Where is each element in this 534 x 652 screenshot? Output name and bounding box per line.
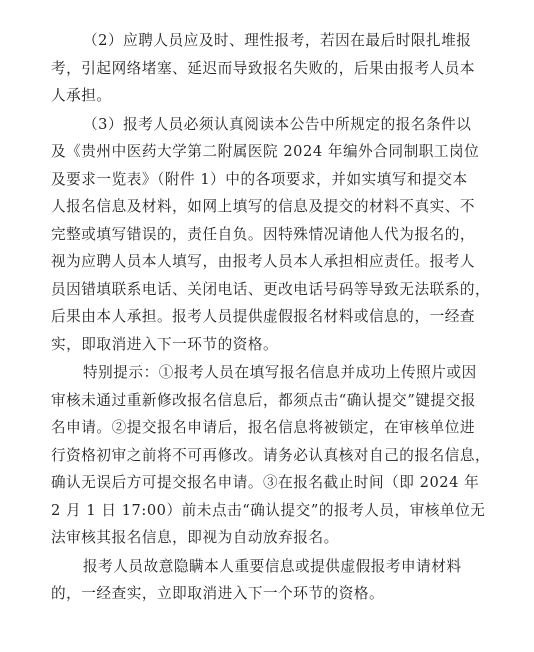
paragraph-false-information bbox=[51, 553, 492, 608]
text-line: （2）应聘人员应及时、理性报考，若因在最后时限扎堆报 bbox=[83, 32, 472, 49]
text-line: 及《贵州中医药大学第二附属医院 2024 年编外合同制职工岗位 bbox=[51, 143, 480, 160]
text-line: 审核未通过重新修改报名信息后，都须点击“确认提交”键提交报 bbox=[51, 391, 476, 409]
text-line: 考，引起网络堵塞、延迟而导致报名失败的，后果由报考人员本 bbox=[51, 59, 476, 77]
paragraph-special-notice bbox=[51, 359, 492, 552]
document-body bbox=[51, 27, 492, 608]
text-line: 完整或填写错误的，责任自负。因特殊情况请他人代为报名的， bbox=[51, 225, 476, 243]
text-line: 报考人员故意隐瞒本人重要信息或提供虚假报考申请材料 bbox=[83, 557, 462, 575]
text-line: 2 月 1 日 17:00）前未点击“确认提交”的报考人员，审核单位无 bbox=[51, 501, 486, 519]
text-line: 名申请。②提交报名申请后，报名信息将被锁定，在审核单位进 bbox=[51, 419, 476, 436]
text-line: 实，即取消进入下一环节的资格。 bbox=[51, 335, 279, 353]
text-line: 法审核其报名信息，即视为自动放弃报名。 bbox=[51, 529, 339, 546]
text-line: 员因错填联系电话、关闭电话、更改电话号码等导致无法联系的， bbox=[51, 280, 491, 298]
text-line: 人承担。 bbox=[51, 87, 112, 104]
text-line: 及要求一览表》（附件 1）中的各项要求，并如实填写和提交本 bbox=[51, 170, 468, 188]
text-line: 行资格初审之前将不可再修改。请务必认真核对自己的报名信息， bbox=[51, 446, 491, 464]
text-line: 确认无误后方可提交报名申请。③在报名截止时间（即 2024 年 bbox=[51, 474, 480, 491]
text-line: 后果由本人承担。报考人员提供虚假报名材料或信息的，一经查 bbox=[51, 308, 476, 325]
paragraph-application-timing bbox=[51, 27, 492, 110]
text-line: 视为应聘人员本人填写，由报考人员本人承担相应责任。报考人 bbox=[51, 253, 476, 270]
text-line: 人报名信息及材料，如网上填写的信息及提交的材料不真实、不 bbox=[51, 198, 476, 215]
paragraph-applicant-responsibility bbox=[51, 111, 492, 359]
text-line: 的，一经查实，立即取消进入下一个环节的资格。 bbox=[51, 585, 385, 602]
text-line: （3）报考人员必须认真阅读本公告中所规定的报名条件以 bbox=[83, 115, 472, 133]
text-line: 特别提示：①报考人员在填写报名信息并成功上传照片或因 bbox=[83, 364, 477, 381]
